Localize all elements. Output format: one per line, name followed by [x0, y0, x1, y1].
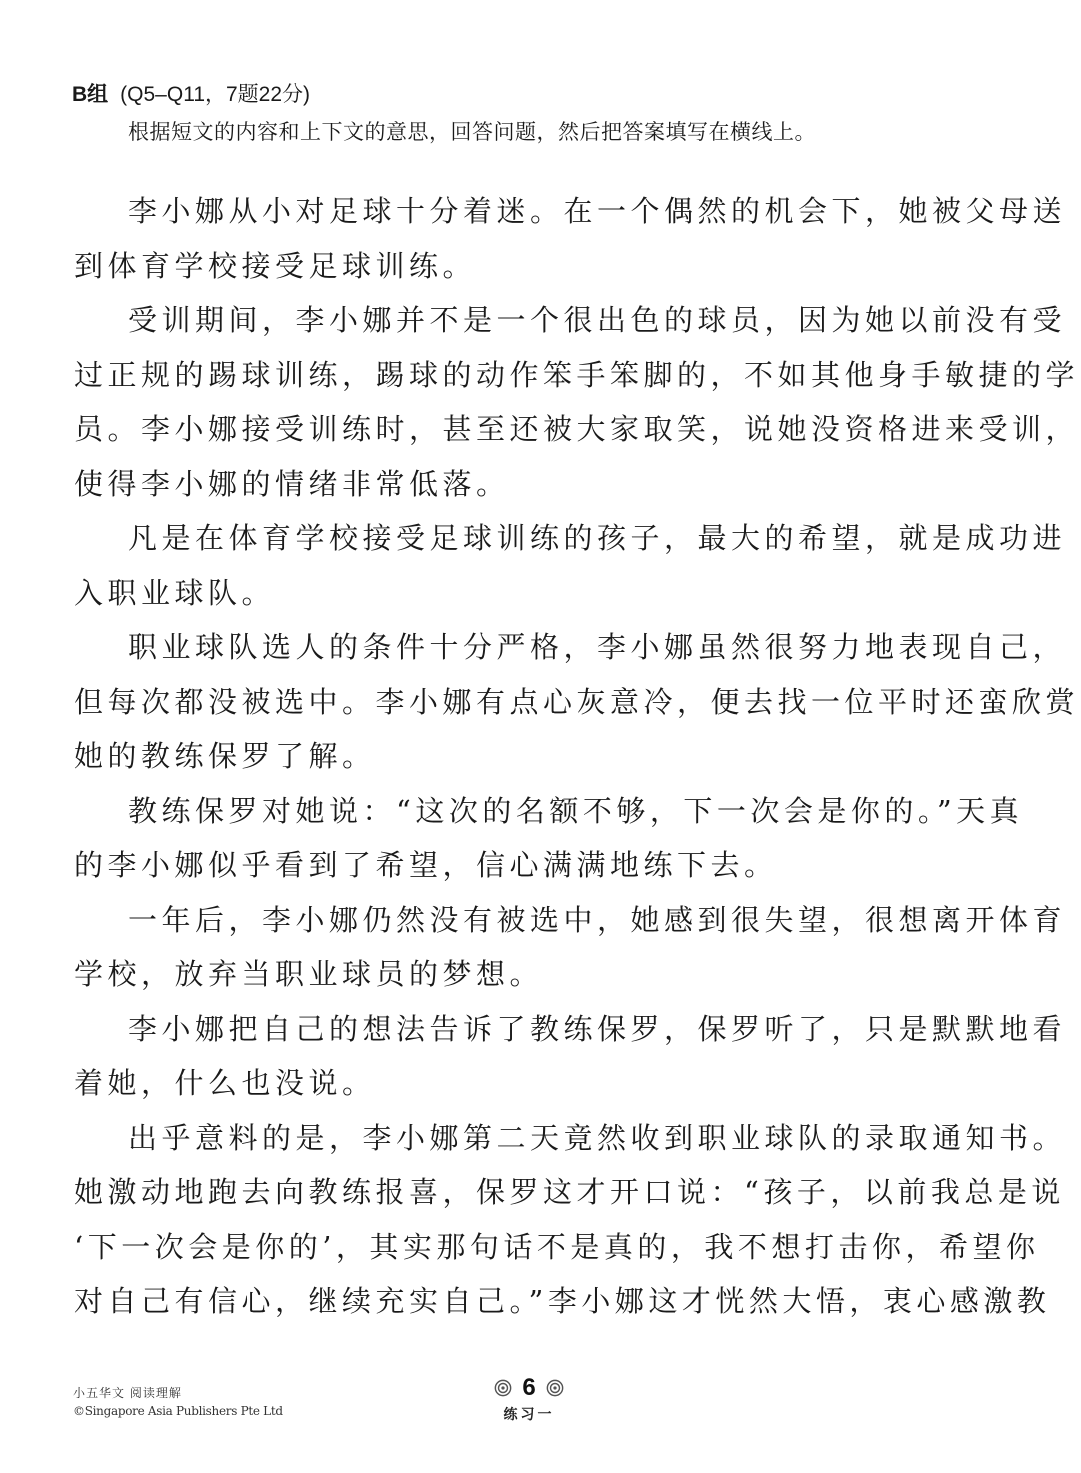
- passage-line: 一年后，李小娜仍然没有被选中，她感到很失望，很想离开体育: [128, 902, 1067, 937]
- passage-line: 她激动地跑去向教练报喜，保罗这才开口说：“孩子，以前我总是说: [74, 1175, 1065, 1209]
- passage-line: 到体育学校接受足球训练。: [74, 248, 477, 283]
- instruction-text: 根据短文的内容和上下文的意思，回答问题，然后把答案填写在横线上。: [128, 120, 816, 144]
- page-number: 6: [522, 1374, 536, 1401]
- section-header: [72, 78, 310, 108]
- passage-line: 入职业球队。: [74, 575, 276, 610]
- passage-line: 的李小娜似乎看到了希望，信心满满地练下去。: [74, 848, 778, 882]
- passage-line: 出乎意料的是，李小娜第二天竟然收到职业球队的录取通知书。: [128, 1120, 1067, 1155]
- copyright: ©Singapore Asia Publishers Pte Ltd: [73, 1404, 283, 1418]
- reading-passage: [74, 184, 1080, 1329]
- bullseye-icon: [546, 1379, 564, 1397]
- passage-line: 她的教练保罗了解。: [74, 739, 376, 773]
- passage-line: 员。李小娜接受训练时，甚至还被大家取笑，说她没资格进来受训，: [74, 412, 1080, 446]
- question-range: (Q5–Q11，7题22分): [120, 83, 311, 106]
- passage-line: ‘下一次会是你的’，其实那句话不是真的，我不想打击你，希望你: [74, 1229, 1040, 1264]
- group-label: B组: [72, 83, 109, 106]
- passage-line: 李小娜把自己的想法告诉了教练保罗，保罗听了，只是默默地看: [128, 1011, 1067, 1046]
- passage-line: 过正规的踢球训练，踢球的动作笨手笨脚的，不如其他身手敏捷的学: [74, 357, 1080, 392]
- passage-line: 使得李小娜的情绪非常低落。: [74, 466, 510, 501]
- footer-credits: [73, 1384, 283, 1420]
- passage-line: 李小娜从小对足球十分着迷。在一个偶然的机会下，她被父母送: [128, 194, 1067, 228]
- bullseye-icon: [494, 1379, 512, 1397]
- passage-line: 对自己有信心，继续充实自己。”李小娜这才恍然大悟，衷心感激教: [74, 1284, 1051, 1318]
- passage-line: 职业球队选人的条件十分严格，李小娜虽然很努力地表现自己，: [128, 630, 1067, 664]
- passage-line: 受训期间，李小娜并不是一个很出色的球员，因为她以前没有受: [128, 303, 1067, 337]
- passage-line: 学校，放弃当职业球员的梦想。: [74, 957, 544, 991]
- page-indicator: [474, 1374, 584, 1424]
- passage-line: 但每次都没被选中。李小娜有点心灰意冷，便去找一位平时还蛮欣赏: [74, 684, 1080, 719]
- passage-line: 教练保罗对她说：“这次的名额不够，下一次会是你的。”天真: [128, 793, 1024, 828]
- exercise-label: 练习一: [503, 1407, 555, 1423]
- book-series: 小五华文 阅读理解: [73, 1386, 182, 1400]
- passage-line: 凡是在体育学校接受足球训练的孩子，最大的希望，就是成功进: [128, 521, 1067, 555]
- passage-line: 着她，什么也没说。: [74, 1066, 376, 1100]
